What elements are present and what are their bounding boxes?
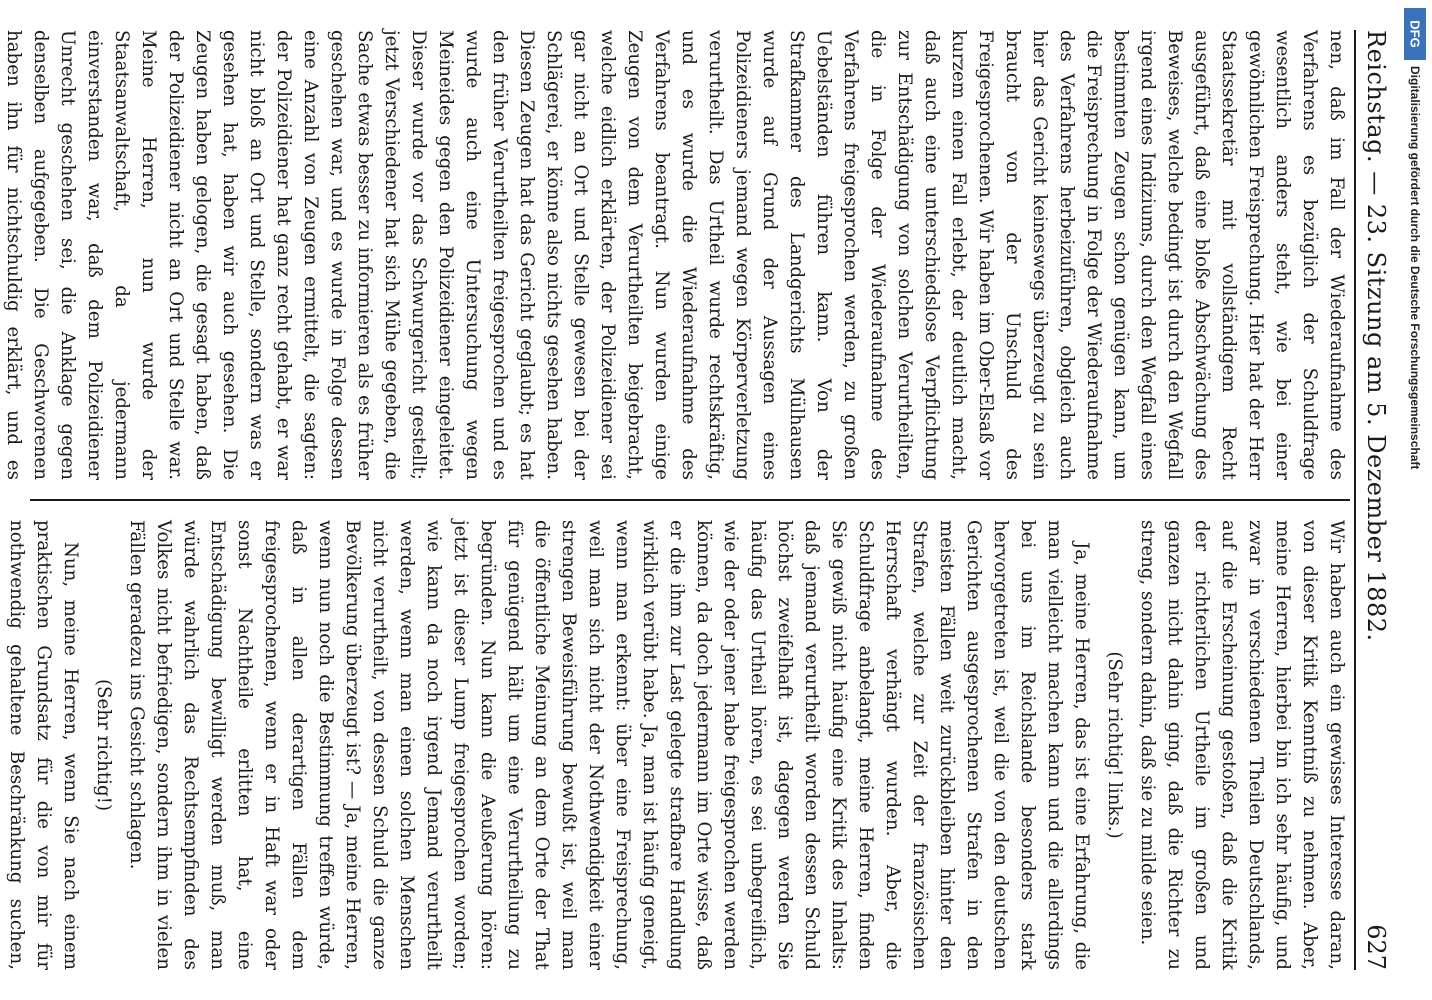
- funding-stamp: [1402, 8, 1428, 992]
- interjection: (Sehr richtig!): [93, 678, 114, 812]
- paragraph: Nun, meine Herren, wenn Sie nach einem praktischen Grundsatz für die von mir für nothwendig gehaltene Beschränkung suchen,: [6, 520, 81, 970]
- interjection: (Sehr richtig! links.): [1104, 651, 1125, 839]
- dfg-logo-icon: [1404, 8, 1426, 60]
- dfg-logo-text: DFG: [1407, 20, 1423, 48]
- page-header: [1354, 30, 1402, 970]
- paragraph: Wir haben auch ein gewisses Interesse daran, von dieser Kritik Kenntniß zu nehmen. Aber, meine Herren, hierbei bin ich sehr häufig, und zwar in verschiedenen Theilen Deutschlands, auf die Erscheinung gestoßen, daß die Kritik der richterlichen Urtheile im großen und ganzen nicht dahin ging, daß die Richter zu streng, sondern dahin, daß sie zu milde seien.: [1137, 520, 1347, 970]
- column-divider: [30, 499, 1350, 501]
- left-column: [0, 30, 1350, 480]
- paragraph: Ja, meine Herren, das ist eine Erfahrung, die man vielleicht machen kann und die allerdings bei uns im Reichslande besonders stark hervorgetreten ist, weil die von den deutschen Gerichten ausgesprochenen Strafen in den meisten Fällen weit zurückbleiben hinter den Strafen, welche zur Zeit der französischen Herrschaft verhängt wurden. Aber, die Schuldfrage anbelangt, meine Herren, finden Sie gewiß nicht häufig eine Kritik des Inhalts: daß jemand verurtheilt worden dessen Schuld höchst zweifelhaft ist, dagegen werden Sie häufig das Urtheil hören, es sei unbegreiflich, wie der oder jener habe freigesprochen werden können, da doch jedermann im Orte wisse, daß er die ihm zur Last gelegte strafbare Handlung wirklich verübt habe. Ja, man ist häufig geneigt, wenn man erkennt: über eine Freisprechung, weil man sich nicht der Nothwendigkeit einer strengen Beweisführung bewußt ist, weil man die öffentliche Meinung an dem Orte der That für genügend hält um eine Verurtheilung zu begründen. Nun kann die Aeußerung hören: jetzt ist dieser Lump freigesprochen worden; wie kann da noch irgend Jemand verurtheilt werden, wenn man einen solchen Menschen nicht verurtheilt, von dessen Schuld die ganze Bevölkerung überzeugt ist? — Ja, meine Herren, wenn nun noch die Bestimmung treffen würde, daß in allen derartigen Fällen dem freigesprochenen, wenn er in Haft war oder sonst Nachtheile erlitten hat, eine Entschädigung bewilligt werden muß, man würde wahrlich das Rechtsempfinden des Volkes nicht befriedigen, sondern ihm in vielen Fällen geradezu ins Gesicht schlagen.: [126, 520, 1092, 970]
- running-title: Reichstag. — 23. Sitzung am 5. Dezember 1882.: [1362, 30, 1390, 642]
- paragraph: nen, daß im Fall der Wiederaufnahme des Verfahrens es bezüglich der Schuldfrage wesentlich anders steht, wie bei einer gewöhnlichen Freisprechung. Hier hat der Herr Staatssekretär mit vollständigem Recht ausgeführt, daß eine bloße Abschwächung des Beweises, welche bedingt ist durch den Wegfall irgend eines Indiziums, durch den Wegfall eines bestimmten Zeugen schon genügen kann, um die Freisprechung in Folge der Wiederaufnahme des Verfahrens herbeizuführen, obgleich auch hier das Gericht keineswegs überzeugt zu sein braucht von der Unschuld des Freigesprochenen. Wir haben im Ober-Elsaß vor kurzem einen Fall erlebt, der deutlich macht, daß auch eine unterschiedslose Verpflichtung zur Entschädigung von solchen Verurtheilten, die in Folge der Wiederaufnahme des Verfahrens freigesprochen werden, zu großen Uebelständen führen kann. Von der Strafkammer des Landgerichts Mülhausen wurde auf Grund der Aussagen eines Polizeidieners jemand wegen Körperverletzung verurtheilt. Das Urtheil wurde rechtskräftig, und es wurde die Wiederaufnahme des Verfahrens beantragt. Nun wurden einige Zeugen von dem Verurtheilten beigebracht, welche eidlich erklärten, der Polizeidiener sei gar nicht an Ort und Stelle gewesen bei der Schlägerei, er könne also nichts gesehen haben. Diesen Zeugen hat das Gericht geglaubt; es hat den früher Verurtheilten freigesprochen und es wurde auch eine Untersuchung wegen Meineides gegen den Polizeidiener eingeleitet. Dieser wurde vor das Schwurgericht gestellt; jetzt Verschiedener hat sich Mühe gegeben, die Sache etwas besser zu informieren als es früher geschehen war, und es wurde in Folge dessen eine Anzahl von Zeugen ermittelt, die sagten: der Polizeidiener hat ganz recht gehabt, er war nicht bloß an Ort und Stelle, sondern was er gesehen hat, haben wir auch gesehen. Die Zeugen haben gelogen, die gesagt haben, daß der Polizeidiener nicht an Ort und Stelle war. Meine Herren, nun wurde der Staatsanwaltschaft, da jedermann einverstanden war, daß dem Polizeidiener Unrecht geschehen sei, die Anklage gegen denselben aufgegeben. Die Geschworenen haben ihn für nichtschuldig erklärt, und es: [3, 30, 1347, 480]
- right-column: [0, 520, 1350, 970]
- page-number: 627: [1362, 924, 1390, 970]
- funding-notice: Digitalisierung gefördert durch die Deutsche Forschungsgemeinschaft: [1408, 66, 1422, 470]
